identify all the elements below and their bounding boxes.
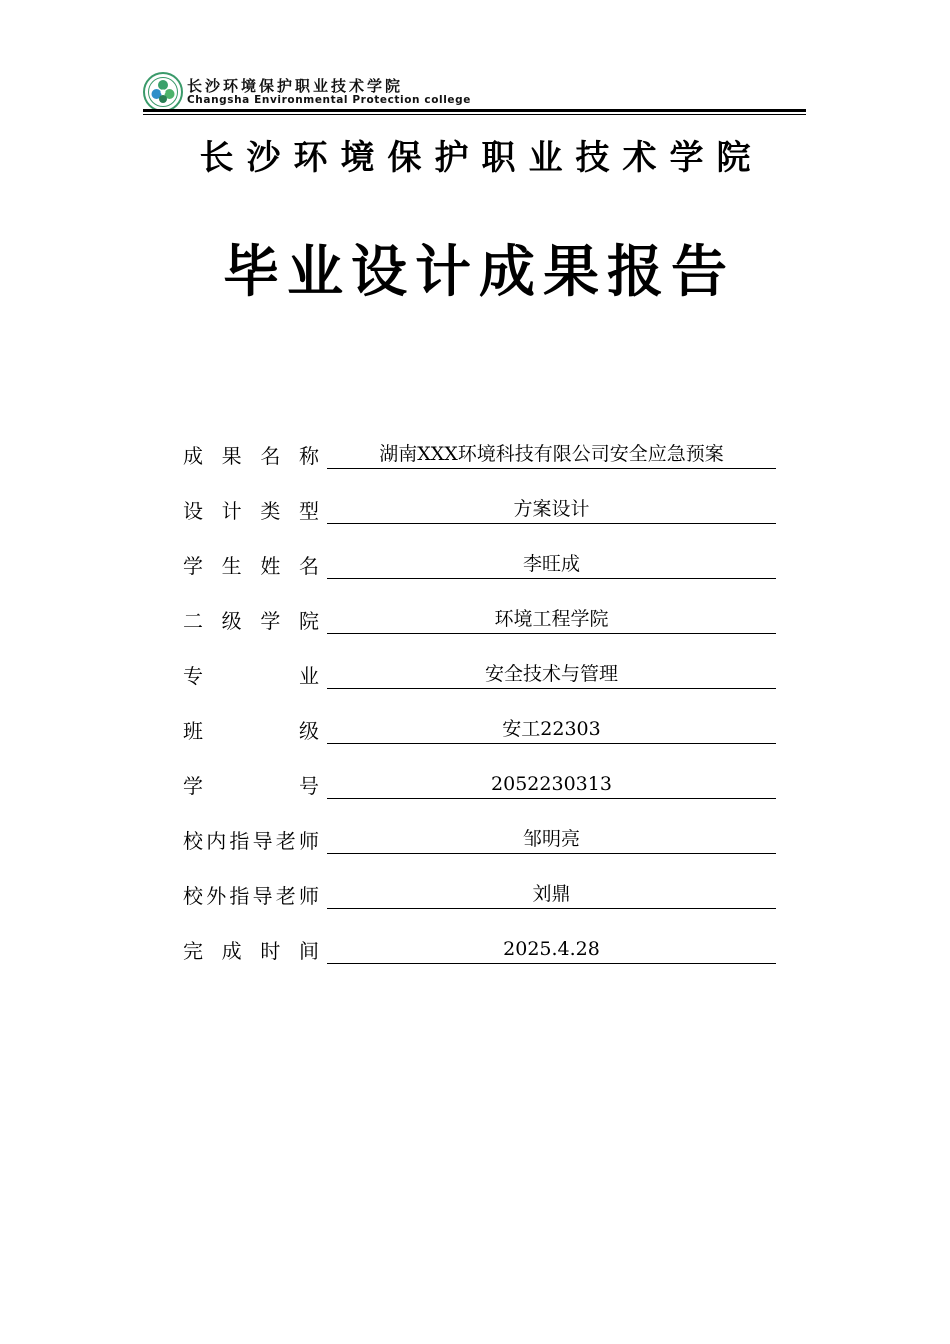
- logo-chinese-text: 长沙环境保护职业技术学院: [187, 77, 404, 95]
- document-title: 毕业设计成果报告: [223, 240, 735, 305]
- field-row: [183, 601, 776, 656]
- field-value: 邹明亮: [327, 825, 776, 854]
- field-row: [183, 656, 776, 711]
- field-value: 湖南XXX环境科技有限公司安全应急预案: [327, 440, 776, 469]
- field-label: 校 内 指 导 老 师: [183, 829, 319, 853]
- field-value: 方案设计: [327, 495, 776, 524]
- field-row: [183, 711, 776, 766]
- field-label: 专 业: [183, 664, 319, 688]
- field-row: [183, 821, 776, 876]
- field-label: 成 果 名 称: [183, 444, 319, 468]
- field-label: 学 号: [183, 774, 319, 798]
- field-value: 刘鼎: [327, 880, 776, 909]
- logo-english-text: Changsha Environmental Protection college: [187, 94, 471, 106]
- field-label: 班 级: [183, 719, 319, 743]
- field-value: 环境工程学院: [327, 605, 776, 634]
- header-rule-thick: [143, 109, 806, 112]
- field-label: 设 计 类 型: [183, 499, 319, 523]
- college-emblem-icon: [143, 72, 183, 112]
- field-value: 2025.4.28: [327, 935, 776, 964]
- cover-info-form: [183, 436, 776, 986]
- field-row: [183, 546, 776, 601]
- field-label: 学 生 姓 名: [183, 554, 319, 578]
- field-label: 二 级 学 院: [183, 609, 319, 633]
- school-name: 长沙环境保护职业技术学院: [199, 138, 764, 178]
- header-rule-thin: [143, 114, 806, 115]
- field-value: 安工22303: [327, 715, 776, 744]
- field-row: [183, 876, 776, 931]
- field-label: 校 外 指 导 老 师: [183, 884, 319, 908]
- field-value: 2052230313: [327, 770, 776, 799]
- field-row: [183, 491, 776, 546]
- field-label: 完 成 时 间: [183, 939, 319, 963]
- field-row: [183, 931, 776, 986]
- field-row: [183, 766, 776, 821]
- field-value: 安全技术与管理: [327, 660, 776, 689]
- field-row: [183, 436, 776, 491]
- field-value: 李旺成: [327, 550, 776, 579]
